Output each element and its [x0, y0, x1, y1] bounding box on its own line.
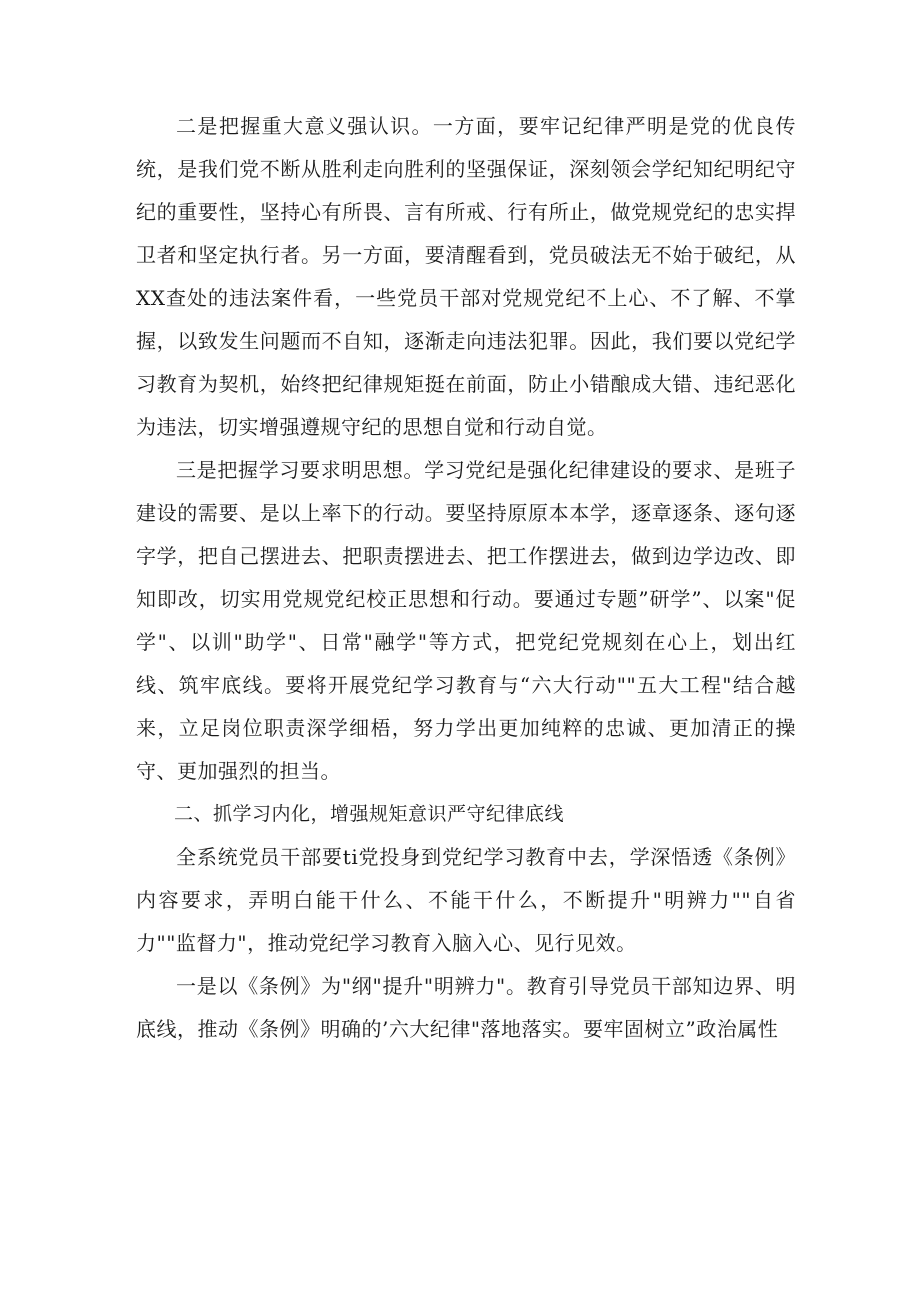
paragraph-grasp-requirements: 三是把握学习要求明思想。学习党纪是强化纪律建设的要求、是班子建设的需要、是以上率下的行动。要坚持原原本本学，逐章逐条、逐句逐字学，把自己摆进去、把职责摆进去、把工作摆进去，做到边学边改、即知即改，切实用党规党纪校正思想和行动。要通过专题”研学”、以案"促学"、以训"助学"、日常"融学"等方式，把党纪党规刻在心上，划出红线、筑牢底线。要将开展党纪学习教育与“六大行动""五大工程"结合越来，立足岗位职责深学细梧，努力学出更加纯粹的忠诚、更加清正的操守、更加强烈的担当。	[136, 458, 796, 783]
document-body	[136, 105, 796, 1051]
paragraph-grasp-significance: 二是把握重大意义强认识。一方面，要牢记纪律严明是党的优良传统，是我们党不断从胜利走向胜利的坚强保证，深刻领会学纪知纪明纪守纪的重要性，坚持心有所畏、言有所戒、行有所止，做党规党纪的忠实捍卫者和坚定执行者。另一方面，要清醒看到，党员破法无不始于破纪，从XX查处的违法案件看，一些党员干部对党规党纪不上心、不了解、不掌握，以致发生问题而不自知，逐渐走向违法犯罪。因此，我们要以党纪学习教育为契机，始终把纪律规矩挺在前面，防止小错酿成大错、违纪恶化为违法，切实增强遵规守纪的思想自觉和行动自觉。	[136, 114, 796, 439]
section-heading-2: 二、抓学习内化，增强规矩意识严守纪律底线	[174, 803, 565, 825]
paragraph-regulation-discernment: 一是以《条例》为"纲"提升"明辨力"。教育引导党员干部知边界、明底线，推动《条例》明确的’六大纪律"落地落实。要牢固树立”政治属性	[136, 974, 796, 1041]
paragraph-system-wide-study: 全系统党员干部要ti党投身到党纪学习教育中去，学深悟透《条例》内容要求，弄明白能干什么、不能干什么，不断提升"明辨力""自省力""监督力"，推动党纪学习教育入脑入心、见行见效。	[136, 845, 796, 955]
